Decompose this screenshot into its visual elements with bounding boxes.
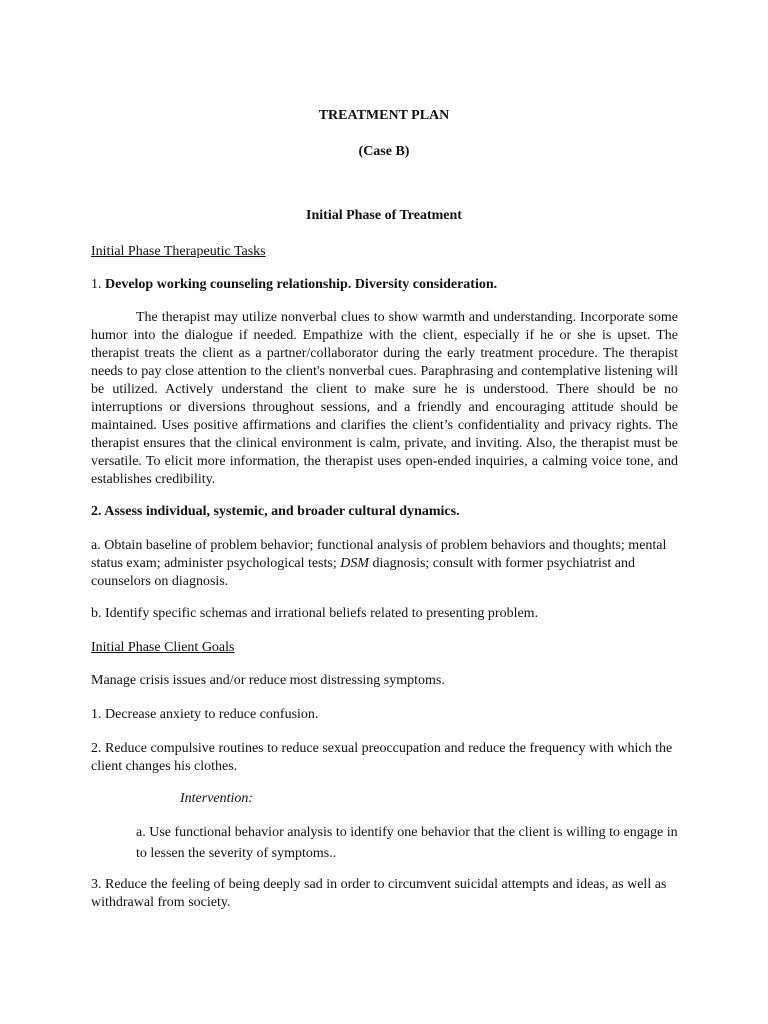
goal-1: 1. Decrease anxiety to reduce confusion. xyxy=(91,707,319,722)
goal-3: 3. Reduce the feeling of being deeply sad in order to circumvent suicidal attempts and ideas, as well as withdrawal from society. xyxy=(91,877,667,910)
task-1-number: 1. xyxy=(91,277,105,292)
task-2-item-a-dsm: DSM xyxy=(340,556,370,571)
task-1-title: Develop working counseling relationship. Diversity consideration. xyxy=(105,277,498,292)
task-2-item-a-text: a. Obtain baseline of problem behavior; functional analysis of problem behaviors and thoughts; mental status exam; administer psychological tests; xyxy=(91,538,667,571)
goals-intro: Manage crisis issues and/or reduce most distressing symptoms. xyxy=(91,673,445,688)
task-1-heading xyxy=(91,276,678,294)
task-2-item-a xyxy=(91,537,678,591)
intervention-label: Intervention: xyxy=(180,791,254,806)
goals-heading: Initial Phase Client Goals xyxy=(91,640,235,655)
task-2-item-a-text-end: diagnosis; consult with former psychiatrist and counselors on diagnosis. xyxy=(91,556,635,589)
task-1-body: The therapist may utilize nonverbal clues to show warmth and understanding. Incorporate some humor into the dialogue if needed. Empathize with the client, especially if he or she is upset. The therapist treats the client as a partner/collaborator during the early treatment procedure. The therapist needs to pay close attention to the client's nonverbal cues. Paraphrasing and contemplative listening will be utilized. Actively understand the client to make sure he is understood. There should be no interruptions or diversions throughout sessions, and a friendly and encouraging attitude should be maintained. Uses positive affirmations and clarifies the client’s confidentiality and privacy rights. The therapist ensures that the clinical environment is calm, private, and inviting. Also, the therapist must be versatile. To elicit more information, the therapist uses open-ended inquiries, a calming voice tone, and establishes credibility. xyxy=(91,310,678,487)
task-2-heading: 2. Assess individual, systemic, and broader cultural dynamics. xyxy=(91,504,460,519)
task-2-item-b: b. Identify specific schemas and irrational beliefs related to presenting problem. xyxy=(91,606,539,621)
document-subtitle: (Case B) xyxy=(358,144,410,159)
intervention-a: a. Use functional behavior analysis to identify one behavior that the client is willing to engage in to lessen the severity of symptoms.. xyxy=(136,825,678,861)
goal-2: 2. Reduce compulsive routines to reduce sexual preoccupation and reduce the frequency with which the client changes his clothes. xyxy=(91,741,673,774)
phase-heading: Initial Phase of Treatment xyxy=(306,208,462,223)
tasks-heading: Initial Phase Therapeutic Tasks xyxy=(91,244,266,259)
document-title: TREATMENT PLAN xyxy=(318,108,450,123)
